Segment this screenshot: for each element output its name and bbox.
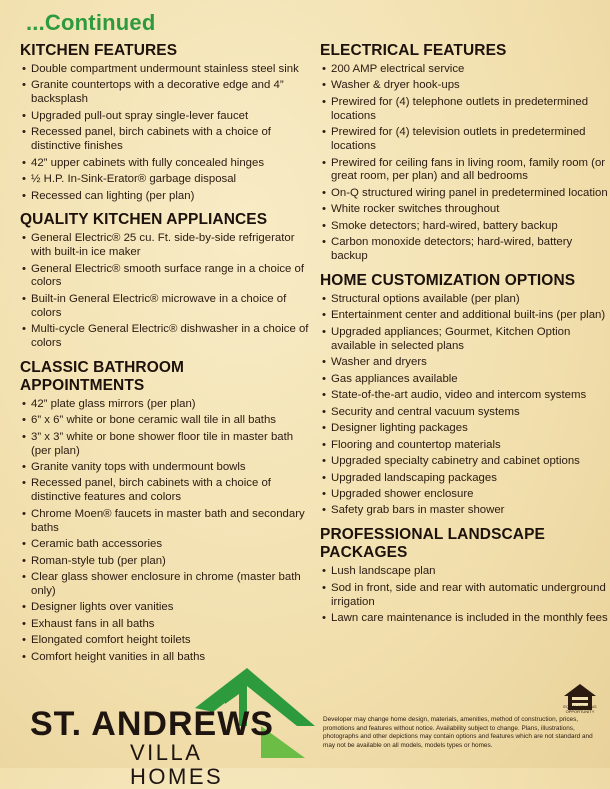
list-item: • Prewired for (4) television outlets in predetermined locations: [320, 126, 610, 154]
equal-housing-label: EQUAL HOUSING OPPORTUNITY: [563, 704, 597, 714]
list-item: • General Electric® smooth surface range in a choice of colors: [20, 263, 312, 291]
list-item: • Sod in front, side and rear with automatic underground irrigation: [320, 582, 610, 610]
list-item: • Granite vanity tops with undermount bowls: [20, 461, 312, 475]
list-item: • Washer & dryer hook-ups: [320, 79, 610, 93]
list-item: • Roman-style tub (per plan): [20, 555, 312, 569]
kitchen-appliances-section: [20, 211, 312, 350]
section-title: QUALITY KITCHEN APPLIANCES: [20, 211, 268, 229]
bathroom-section: [20, 359, 312, 665]
feature-list: [20, 398, 312, 665]
list-item: • Clear glass shower enclosure in chrome (master bath only): [20, 571, 312, 599]
list-item: • Upgraded landscaping packages: [320, 472, 610, 486]
section-title: PROFESSIONAL LANDSCAPE PACKAGES: [320, 526, 545, 562]
list-item: • Safety grab bars in master shower: [320, 504, 610, 518]
list-item: • Prewired for ceiling fans in living room, family room (or great room, per plan) and all bedrooms: [320, 157, 610, 185]
list-item: • Smoke detectors; hard-wired, battery backup: [320, 220, 610, 234]
feature-list: [320, 63, 610, 264]
list-item: • Chrome Moen® faucets in master bath and secondary baths: [20, 508, 312, 536]
list-item: • 42” upper cabinets with fully concealed hinges: [20, 157, 312, 171]
list-item: • Flooring and countertop materials: [320, 439, 610, 453]
list-item: • Upgraded pull-out spray single-lever faucet: [20, 110, 312, 124]
list-item: • Built-in General Electric® microwave in a choice of colors: [20, 293, 312, 321]
feature-list: [20, 63, 312, 203]
section-title: KITCHEN FEATURES: [20, 42, 178, 59]
list-item: • White rocker switches throughout: [320, 203, 610, 217]
list-item: • Entertainment center and additional built-ins (per plan): [320, 309, 610, 323]
customization-section: [320, 272, 610, 518]
list-item: • General Electric® 25 cu. Ft. side-by-side refrigerator with built-in ice maker: [20, 232, 312, 260]
list-item: • 6” x 6” white or bone ceramic wall tile in all baths: [20, 414, 312, 428]
list-item: • Designer lighting packages: [320, 422, 610, 436]
logo-name: ST. ANDREWS: [30, 705, 274, 743]
list-item: • 200 AMP electrical service: [320, 63, 610, 77]
kitchen-features-section: [20, 42, 312, 203]
list-item: • Lawn care maintenance is included in the monthly fees: [320, 612, 610, 626]
list-item: • 3” x 3” white or bone shower floor tile in master bath (per plan): [20, 431, 312, 459]
list-item: • Security and central vacuum systems: [320, 406, 610, 420]
logo-subtitle: VILLA HOMES: [130, 740, 224, 789]
feature-list: [20, 232, 312, 350]
list-item: • Upgraded specialty cabinetry and cabinet options: [320, 455, 610, 469]
left-column: [20, 42, 312, 673]
list-item: • Lush landscape plan: [320, 565, 610, 579]
list-item: • Designer lights over vanities: [20, 601, 312, 615]
list-item: • ½ H.P. In-Sink-Erator® garbage disposal: [20, 173, 312, 187]
electrical-section: [320, 42, 610, 264]
list-item: • Exhaust fans in all baths: [20, 618, 312, 632]
list-item: • Upgraded shower enclosure: [320, 488, 610, 502]
list-item: • Granite countertops with a decorative edge and 4” backsplash: [20, 79, 312, 107]
list-item: • Comfort height vanities in all baths: [20, 651, 312, 665]
list-item: • Recessed can lighting (per plan): [20, 190, 312, 204]
list-item: • Carbon monoxide detectors; hard-wired, battery backup: [320, 236, 610, 264]
list-item: • 42” plate glass mirrors (per plan): [20, 398, 312, 412]
list-item: • Recessed panel, birch cabinets with a choice of distinctive features and colors: [20, 477, 312, 505]
continued-heading: ...Continued: [26, 10, 156, 35]
disclaimer-text: Developer may change home design, materials, amenities, method of construction, prices, promotions and features without notice. Availability subject to change. Plans, illustrations, photographs and other depictions may contain options and features which are not standard and may not be available on all models, models types or homes.: [323, 716, 593, 749]
list-item: • Gas appliances available: [320, 373, 610, 387]
feature-list: [320, 293, 610, 518]
list-item: • Upgraded appliances; Gourmet, Kitchen Option available in selected plans: [320, 326, 610, 354]
section-title: HOME CUSTOMIZATION OPTIONS: [320, 271, 576, 289]
list-item: • Prewired for (4) telephone outlets in predetermined locations: [320, 96, 610, 124]
section-title: CLASSIC BATHROOM APPOINTMENTS: [20, 358, 185, 394]
list-item: • On-Q structured wiring panel in predetermined location: [320, 187, 610, 201]
list-item: • Structural options available (per plan): [320, 293, 610, 307]
landscape-section: [320, 526, 610, 626]
list-item: • Double compartment undermount stainless steel sink: [20, 63, 312, 77]
list-item: • State-of-the-art audio, video and intercom systems: [320, 389, 610, 403]
list-item: • Washer and dryers: [320, 356, 610, 370]
list-item: • Multi-cycle General Electric® dishwasher in a choice of colors: [20, 323, 312, 351]
list-item: • Recessed panel, birch cabinets with a choice of distinctive finishes: [20, 126, 312, 154]
st-andrews-logo: [30, 668, 290, 789]
list-item: • Elongated comfort height toilets: [20, 634, 312, 648]
right-column: [320, 42, 610, 634]
list-item: • Ceramic bath accessories: [20, 538, 312, 552]
feature-list: [320, 565, 610, 626]
section-title: ELECTRICAL FEATURES: [320, 42, 507, 59]
